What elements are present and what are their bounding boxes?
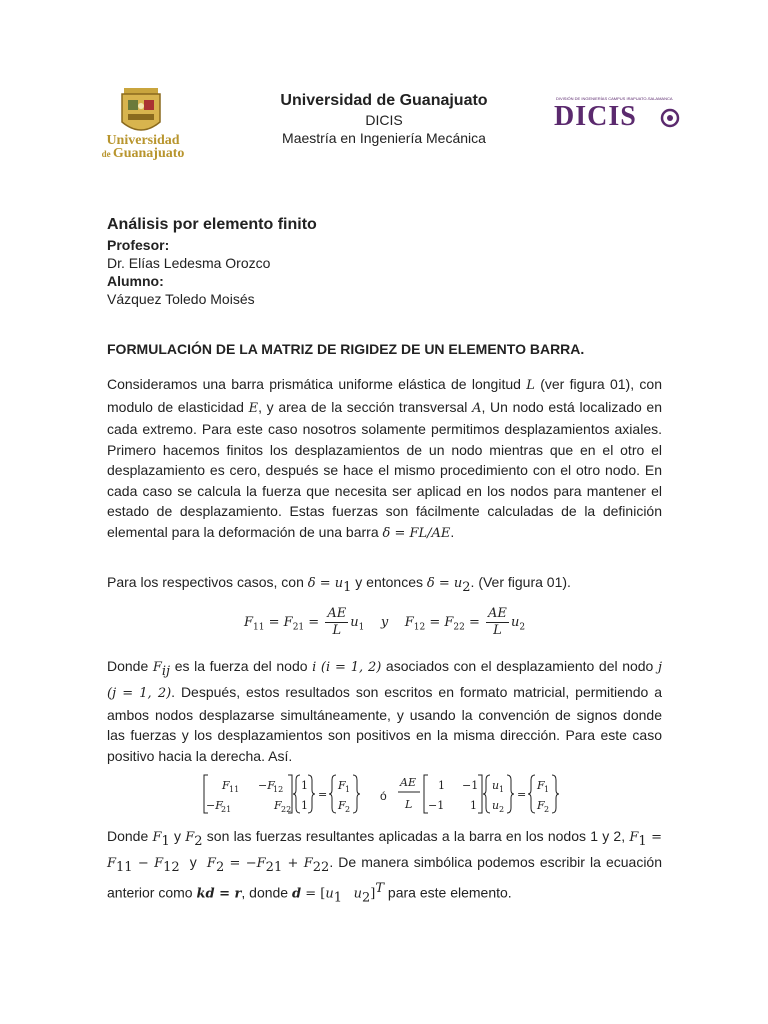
student-name: Vázquez Toledo Moisés xyxy=(107,291,255,307)
dicis-tagline: DIVISIÓN DE INGENIERÍAS CAMPUS IRAPUATO-SALAMANCA xyxy=(556,96,673,101)
dicis-logo xyxy=(554,96,682,132)
division-name: DICIS xyxy=(365,112,403,128)
svg-text:1: 1 xyxy=(438,779,445,792)
svg-text:11: 11 xyxy=(229,785,240,794)
dicis-logo-icon xyxy=(660,108,680,128)
svg-text:1: 1 xyxy=(470,799,477,812)
svg-text:=: = xyxy=(517,788,527,801)
logo-line2: Guanajuato xyxy=(112,146,185,161)
course-title: Análisis por elemento finito xyxy=(107,216,317,233)
svg-text:F: F xyxy=(222,779,230,792)
university-name: Universidad de Guanajuato xyxy=(280,92,488,109)
svg-text:=: = xyxy=(318,788,328,801)
dicis-logo-text: DICIS xyxy=(554,101,637,132)
svg-text:2: 2 xyxy=(345,805,351,814)
paragraph-3: Donde $F_{ij}$ es la fuerza del nodo i (i = 1, 2) asociados con el desplazamiento del nodo j (j = 1, 2). Después, estos resultados son escritos en formato matricial, permitiendo a ambos nodos desplazarse simultáneamente, y usando la convención de signos donde las fuerzas y los desplazamientos son positivos en la misma dirección. Para este caso positivo hacia la derecha. Así. xyxy=(107,658,662,764)
svg-text:2: 2 xyxy=(544,805,550,814)
svg-text:u: u xyxy=(492,799,500,812)
svg-text:−F: −F xyxy=(258,779,275,792)
svg-text:ó: ó xyxy=(380,789,387,803)
svg-text:−1: −1 xyxy=(462,779,479,792)
svg-text:L: L xyxy=(405,798,413,811)
svg-text:2: 2 xyxy=(499,805,505,814)
svg-text:F: F xyxy=(537,779,545,792)
program-name: Maestría en Ingeniería Mecánica xyxy=(282,130,486,146)
svg-text:F: F xyxy=(338,799,346,812)
svg-text:21: 21 xyxy=(221,805,232,814)
svg-text:−F: −F xyxy=(206,799,223,812)
svg-text:AE: AE xyxy=(400,776,416,789)
svg-text:1: 1 xyxy=(301,799,308,812)
equation-matrix-form xyxy=(200,772,570,816)
svg-text:1: 1 xyxy=(544,785,550,794)
paragraph-4: Donde $F_1$ y $F_2$ son las fuerzas resultantes aplicadas a la barra en los nodos 1 y 2, $F_1 = F_{11} - F_{12}$ y $F_2 = -F_{21} + F_{22}$. De manera simbólica podemos escribir la ecuación anterior como kd = r, donde $d = [u_1$ $u_2]^T$ para este elemento. xyxy=(107,828,662,906)
equation-force-displacement: $F_{11} = F_{21}$ = $\frac{AE}{L}$ $u_1$ y $F_{12} = F_{22}$ = $\frac{AE}{L}$ $u_2$ xyxy=(244,606,526,638)
professor-name: Dr. Elías Ledesma Orozco xyxy=(107,255,271,271)
svg-text:−1: −1 xyxy=(428,799,445,812)
svg-text:u: u xyxy=(492,779,500,792)
svg-text:12: 12 xyxy=(273,785,284,794)
svg-text:1: 1 xyxy=(345,785,351,794)
paragraph-1: Consideramos una barra prismática uniforme elástica de longitud L (ver figura 01), con modulo de elasticidad E, y area de la sección transversal A, Un nodo está localizado en cada extremo. Para este caso nosotros solamente permitimos desplazamientos axiales. Primero hacemos finitos los desplazamientos de un nodo mientras que en el otro el desplazamiento es cero, después se hace el mismo procedimiento con el otro nodo. En cada caso se calcula la fuerza que necesita ser aplicad en los nodos para mantener el estado de desplazamiento. Estas fuerzas son fácilmente calculadas de la definición elemental para la deformación de una barra δ = FL/AE. xyxy=(107,376,662,541)
svg-text:1: 1 xyxy=(499,785,505,794)
logo-line1: Universidad xyxy=(106,133,180,148)
matrix-equation xyxy=(200,772,570,816)
student-label: Alumno: xyxy=(107,273,164,289)
section-heading: FORMULACIÓN DE LA MATRIZ DE RIGIDEZ DE UN ELEMENTO BARRA. xyxy=(107,341,585,357)
svg-text:F: F xyxy=(274,799,282,812)
svg-text:F: F xyxy=(537,799,545,812)
professor-label: Profesor: xyxy=(107,237,170,253)
university-logo: Universidad de Guanajuato xyxy=(98,84,188,166)
svg-text:1: 1 xyxy=(301,779,308,792)
svg-text:22: 22 xyxy=(281,805,292,814)
paragraph-2: Para los respectivos casos, con $\delta = u_1$ y entonces $\delta = u_2$. (Ver figura 01). xyxy=(107,574,571,595)
svg-text:F: F xyxy=(338,779,346,792)
